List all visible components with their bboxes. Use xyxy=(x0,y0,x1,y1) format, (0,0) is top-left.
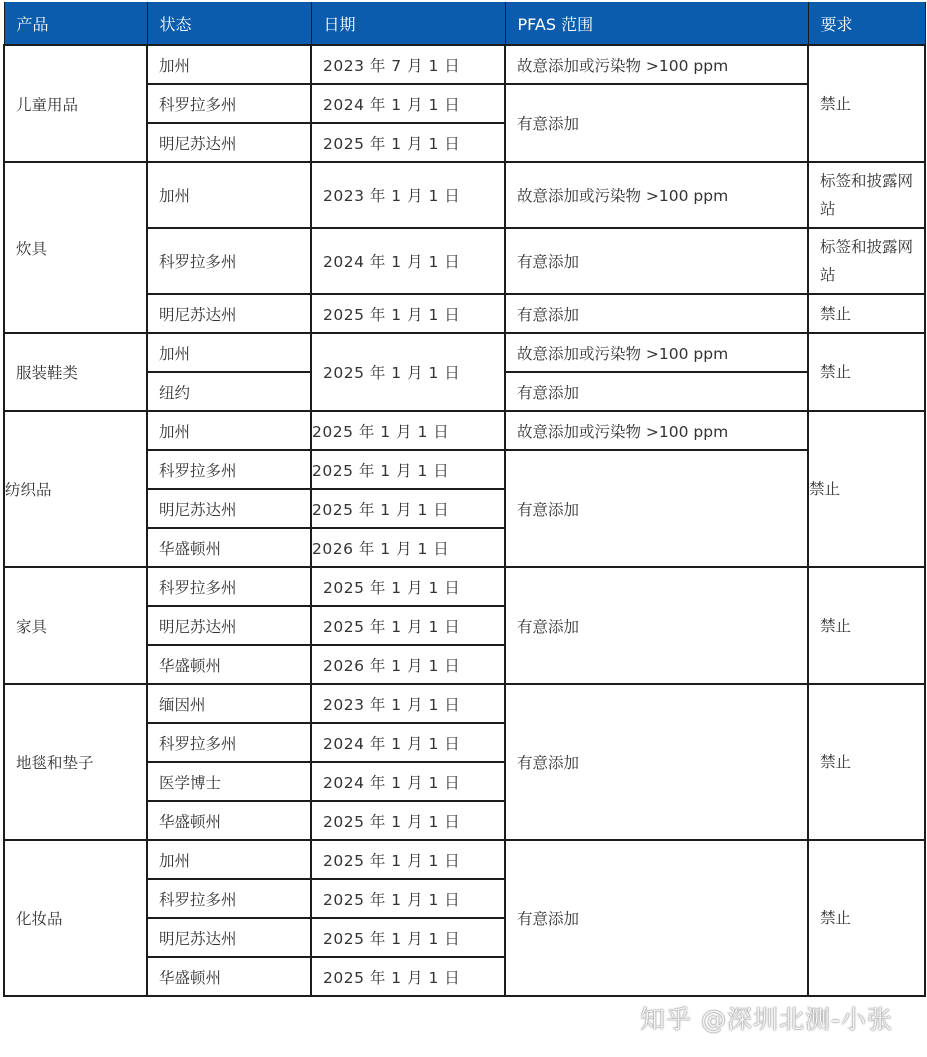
column-header-date: 日期 xyxy=(311,2,505,45)
date-cell: 2025 年 1 月 1 日 xyxy=(311,450,505,489)
product-cell: 地毯和垫子 xyxy=(4,684,147,840)
state-cell: 加州 xyxy=(147,840,311,879)
date-cell: 2025 年 1 月 1 日 xyxy=(311,411,505,450)
requirement-cell: 禁止 xyxy=(808,567,925,684)
date-cell: 2024 年 1 月 1 日 xyxy=(311,228,505,294)
table-row xyxy=(4,45,925,84)
scope-cell: 有意添加 xyxy=(505,840,808,996)
state-cell: 科罗拉多州 xyxy=(147,879,311,918)
date-cell: 2025 年 1 月 1 日 xyxy=(311,123,505,162)
date-cell: 2025 年 1 月 1 日 xyxy=(311,567,505,606)
date-cell: 2026 年 1 月 1 日 xyxy=(311,645,505,684)
date-cell: 2024 年 1 月 1 日 xyxy=(311,723,505,762)
date-cell: 2025 年 1 月 1 日 xyxy=(311,294,505,333)
state-cell: 华盛顿州 xyxy=(147,528,311,567)
table-row xyxy=(4,162,925,228)
state-cell: 华盛顿州 xyxy=(147,801,311,840)
scope-cell: 有意添加 xyxy=(505,567,808,684)
requirement-cell: 禁止 xyxy=(808,684,925,840)
scope-cell: 有意添加 xyxy=(505,84,808,162)
state-cell: 科罗拉多州 xyxy=(147,84,311,123)
date-cell: 2026 年 1 月 1 日 xyxy=(311,528,505,567)
date-cell: 2024 年 1 月 1 日 xyxy=(311,84,505,123)
date-cell: 2023 年 7 月 1 日 xyxy=(311,45,505,84)
state-cell: 缅因州 xyxy=(147,684,311,723)
watermark: 知乎 @深圳北测-小张 xyxy=(640,1005,893,1034)
state-cell: 科罗拉多州 xyxy=(147,450,311,489)
product-cell: 纺织品 xyxy=(4,411,147,567)
date-cell: 2025 年 1 月 1 日 xyxy=(311,606,505,645)
scope-cell: 有意添加 xyxy=(505,684,808,840)
state-cell: 医学博士 xyxy=(147,762,311,801)
state-cell: 科罗拉多州 xyxy=(147,567,311,606)
column-header-pfas-scope: PFAS 范围 xyxy=(505,2,808,45)
requirement-cell: 标签和披露网站 xyxy=(808,162,925,228)
state-cell: 纽约 xyxy=(147,372,311,411)
scope-cell: 有意添加 xyxy=(505,294,808,333)
date-cell: 2025 年 1 月 1 日 xyxy=(311,879,505,918)
state-cell: 明尼苏达州 xyxy=(147,489,311,528)
date-cell: 2025 年 1 月 1 日 xyxy=(311,489,505,528)
state-cell: 加州 xyxy=(147,333,311,372)
scope-cell: 故意添加或污染物 >100 ppm xyxy=(505,411,808,450)
product-cell: 儿童用品 xyxy=(4,45,147,162)
requirement-cell: 禁止 xyxy=(808,45,925,162)
table-row xyxy=(4,333,925,372)
state-cell: 华盛顿州 xyxy=(147,645,311,684)
product-cell: 化妆品 xyxy=(4,840,147,996)
table-row xyxy=(4,567,925,606)
state-cell: 加州 xyxy=(147,411,311,450)
state-cell: 明尼苏达州 xyxy=(147,918,311,957)
requirement-cell: 禁止 xyxy=(808,333,925,411)
scope-cell: 故意添加或污染物 >100 ppm xyxy=(505,333,808,372)
product-cell: 炊具 xyxy=(4,162,147,333)
date-cell: 2025 年 1 月 1 日 xyxy=(311,918,505,957)
scope-cell: 有意添加 xyxy=(505,372,808,411)
state-cell: 明尼苏达州 xyxy=(147,294,311,333)
requirement-cell: 禁止 xyxy=(808,840,925,996)
date-cell: 2025 年 1 月 1 日 xyxy=(311,840,505,879)
column-header-product: 产品 xyxy=(4,2,147,45)
requirement-cell: 标签和披露网站 xyxy=(808,228,925,294)
state-cell: 科罗拉多州 xyxy=(147,723,311,762)
table-row xyxy=(4,411,925,450)
pfas-regulation-table xyxy=(3,2,926,997)
requirement-cell: 禁止 xyxy=(808,294,925,333)
requirement-cell: 禁止 xyxy=(808,411,925,567)
table-row xyxy=(4,684,925,723)
scope-cell: 故意添加或污染物 >100 ppm xyxy=(505,45,808,84)
column-header-state: 状态 xyxy=(147,2,311,45)
product-cell: 服装鞋类 xyxy=(4,333,147,411)
date-cell: 2025 年 1 月 1 日 xyxy=(311,801,505,840)
column-header-requirement: 要求 xyxy=(808,2,925,45)
state-cell: 加州 xyxy=(147,45,311,84)
date-cell: 2025 年 1 月 1 日 xyxy=(311,333,505,411)
date-cell: 2025 年 1 月 1 日 xyxy=(311,957,505,996)
date-cell: 2023 年 1 月 1 日 xyxy=(311,684,505,723)
table-row xyxy=(4,840,925,879)
product-cell: 家具 xyxy=(4,567,147,684)
date-cell: 2024 年 1 月 1 日 xyxy=(311,762,505,801)
scope-cell: 有意添加 xyxy=(505,228,808,294)
table-header-row xyxy=(4,2,925,45)
state-cell: 科罗拉多州 xyxy=(147,228,311,294)
state-cell: 加州 xyxy=(147,162,311,228)
date-cell: 2023 年 1 月 1 日 xyxy=(311,162,505,228)
state-cell: 明尼苏达州 xyxy=(147,606,311,645)
scope-cell: 故意添加或污染物 >100 ppm xyxy=(505,162,808,228)
scope-cell: 有意添加 xyxy=(505,450,808,567)
state-cell: 明尼苏达州 xyxy=(147,123,311,162)
state-cell: 华盛顿州 xyxy=(147,957,311,996)
